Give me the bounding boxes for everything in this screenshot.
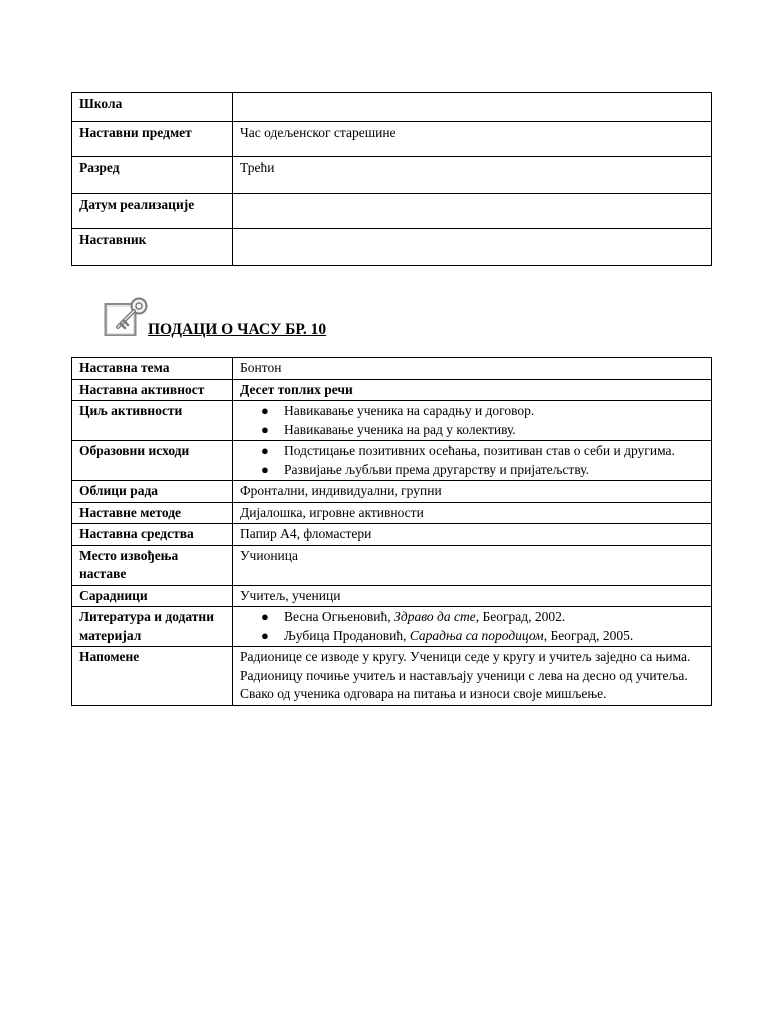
teacher-value [233, 229, 712, 266]
table-row [72, 194, 712, 229]
subject-label: Наставни предмет [72, 122, 233, 157]
resources-label: Наставна средства [72, 524, 233, 546]
list-item: ● Љубица Продановић, Сарадња са породицом, Београд, 2005. [261, 627, 634, 643]
teacher-info-table [71, 92, 712, 266]
list-item: ● Навикавање ученика на рад у колективу. [261, 421, 516, 437]
key-icon [104, 296, 150, 340]
place-value: Учионица [233, 545, 712, 585]
date-label: Датум реализације [72, 194, 233, 229]
literature-list-cell [233, 607, 712, 647]
topic-label: Наставна тема [72, 358, 233, 380]
date-value [233, 194, 712, 229]
goal-label: Циљ активности [72, 401, 233, 441]
forms-label: Облици рада [72, 481, 233, 503]
activity-label: Наставна активност [72, 379, 233, 401]
school-label: Школа [72, 93, 233, 122]
notes-value: Радионице се изводе у кругу. Ученици седе у кругу и учитељ заједно са њима. Радионицу почиње учитељ и настављају ученици с лева на десно од учитеља. Свако од ученика одговара на питања и износи своје мишљење. [233, 647, 712, 706]
school-value [233, 93, 712, 122]
place-label: Место извођења наставе [72, 545, 233, 585]
list-item: ● Весна Огњеновић, Здраво да сте, Београд, 2002. [261, 609, 566, 624]
topic-value: Бонтон [233, 358, 712, 380]
subject-value: Час одељенског старешине [233, 122, 712, 157]
resources-value: Папир А4, фломастери [233, 524, 712, 546]
table-row [72, 358, 712, 380]
lesson-data-table [71, 357, 712, 706]
list-item: ● Навикавање ученика на сарадњу и договор. [261, 403, 535, 418]
table-row [72, 122, 712, 157]
table-row [72, 401, 712, 441]
table-row [72, 607, 712, 647]
table-row [72, 93, 712, 122]
table-row [72, 545, 712, 585]
notes-label: Напомене [72, 647, 233, 706]
lesson-heading [104, 296, 504, 340]
outcomes-label: Образовни исходи [72, 441, 233, 481]
teacher-label: Наставник [72, 229, 233, 266]
list-item: ● Развијање љубљви према другарству и пријатељству. [261, 461, 590, 477]
outcomes-list-cell [233, 441, 712, 481]
grade-value: Трећи [233, 157, 712, 194]
literature-label: Литература и додатни материјал [72, 607, 233, 647]
table-row [72, 647, 712, 706]
associates-value: Учитељ, ученици [233, 585, 712, 607]
table-row [72, 379, 712, 401]
activity-value: Десет топлих речи [233, 379, 712, 401]
table-row [72, 481, 712, 503]
table-row [72, 157, 712, 194]
goal-list-cell [233, 401, 712, 441]
forms-value: Фронтални, индивидуални, групни [233, 481, 712, 503]
list-item: ● Подстицање позитивних осећања, позитиван став о себи и другима. [261, 443, 675, 458]
outcomes-list [240, 442, 704, 479]
table-row [72, 585, 712, 607]
methods-label: Наставне методе [72, 502, 233, 524]
methods-value: Дијалошка, игровне активности [233, 502, 712, 524]
table-row [72, 229, 712, 266]
table-row [72, 524, 712, 546]
literature-list [240, 608, 704, 645]
associates-label: Сарадници [72, 585, 233, 607]
goal-list [240, 402, 704, 439]
lesson-title: ПОДАЦИ О ЧАСУ БР. 10 [148, 321, 327, 338]
table-row [72, 441, 712, 481]
table-row [72, 502, 712, 524]
grade-label: Разред [72, 157, 233, 194]
